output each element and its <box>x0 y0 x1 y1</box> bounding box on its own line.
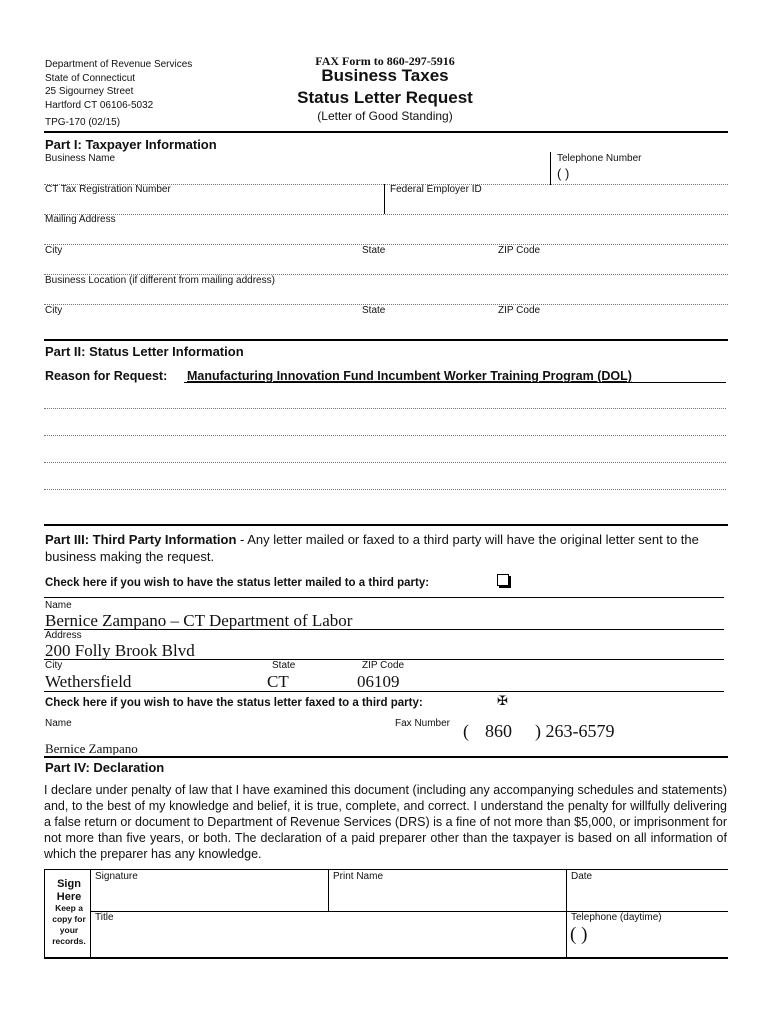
part3-heading-text: - Any letter mailed or faxed to a third party will have the original letter sent to the business making the request. <box>45 532 699 564</box>
zip-label: ZIP Code <box>362 660 405 671</box>
part2-heading: Part II: Status Letter Information <box>45 344 244 359</box>
ct-tax-reg-field[interactable] <box>44 182 384 214</box>
city-value[interactable]: Wethersfield <box>45 672 132 691</box>
fax-name-label: Name <box>45 718 72 729</box>
business-name-label: Business Name <box>45 153 116 164</box>
header-divider <box>44 131 728 133</box>
mailing-address-label: Mailing Address <box>45 214 116 225</box>
declaration-text: I declare under penalty of law that I have examined this document (including any accompanying schedules and statements) and, to the best of my knowledge and belief, it is true, complete, and correct. I understand the penalty for willfully delivering a false return or document to Department of Revenue Services (DRS) is a fine of not more than $5,000, or imprisonment for not more than five years, or both. The declaration of a paid preparer other than the taxpayer is based on all information of which the preparer has any knowledge. <box>44 783 727 861</box>
fax-number-label: Fax Number <box>395 718 451 729</box>
fax-check-label: Check here if you wish to have the status letter faxed to a third party: <box>45 697 423 709</box>
agency-line: 25 Sigourney Street <box>45 86 134 97</box>
part3-intro <box>45 531 729 565</box>
telephone-daytime-field[interactable]: ( ) <box>570 924 588 945</box>
reason-line <box>44 462 726 463</box>
fax-number-open[interactable]: ( <box>463 721 469 741</box>
reason-line <box>44 489 726 490</box>
reason-line <box>44 435 726 436</box>
business-name-field[interactable] <box>44 150 544 183</box>
state-label: State <box>362 305 386 316</box>
city-label: City <box>45 660 63 671</box>
telephone-daytime-label: Telephone (daytime) <box>571 912 662 923</box>
zip-label: ZIP Code <box>498 305 541 316</box>
agency-line: Hartford CT 06106-5032 <box>45 99 154 111</box>
form-subtitle: (Letter of Good Standing) <box>317 109 453 123</box>
date-field[interactable] <box>568 870 726 910</box>
form-title-line1: Business Taxes <box>321 66 449 85</box>
mail-checkbox[interactable] <box>497 574 509 586</box>
title-field[interactable] <box>92 912 564 956</box>
city-label: City <box>45 245 63 256</box>
rule <box>44 629 724 630</box>
address-value[interactable]: 200 Folly Brook Blvd <box>45 641 195 660</box>
keep-copy-note: Keep a copy for your records. <box>52 903 86 946</box>
rule <box>184 382 726 383</box>
reason-label: Reason for Request: <box>45 369 168 383</box>
reason-line <box>44 408 726 409</box>
rule <box>44 304 728 305</box>
rule <box>44 244 728 245</box>
form-title-line2: Status Letter Request <box>297 88 473 107</box>
title-label: Title <box>95 912 114 923</box>
reason-value[interactable]: Manufacturing Innovation Fund Incumbent Worker Training Program (DOL) <box>187 369 632 383</box>
zip-label: ZIP Code <box>498 245 541 256</box>
state-value[interactable]: CT <box>267 672 289 691</box>
federal-employer-label: Federal Employer ID <box>390 184 482 195</box>
rule <box>44 756 728 758</box>
sign-here: Sign Here <box>56 878 82 903</box>
mailing-address-field[interactable] <box>44 212 728 243</box>
state-label: State <box>362 245 386 256</box>
signature-label: Signature <box>95 871 138 882</box>
agency-address <box>45 58 192 112</box>
divider <box>90 869 91 958</box>
divider <box>44 869 45 958</box>
print-name-field[interactable] <box>330 870 564 910</box>
date-label: Date <box>571 871 593 882</box>
rule <box>44 597 724 598</box>
address-label: Address <box>45 630 82 641</box>
fax-checkbox[interactable]: ✠ <box>497 693 508 708</box>
name-label: Name <box>45 600 72 611</box>
divider <box>550 152 551 185</box>
telephone-field[interactable]: ( ) <box>557 166 570 181</box>
agency-line: Department of Revenue Services <box>45 59 193 70</box>
form-id: TPG-170 (02/15) <box>45 117 121 128</box>
rule <box>44 957 728 959</box>
divider <box>328 869 329 911</box>
rule <box>44 691 724 692</box>
divider <box>384 184 385 214</box>
state-label: State <box>272 660 296 671</box>
part3-heading: Part III: Third Party Information <box>45 532 237 547</box>
fax-instruction: FAX Form to 860-297-5916 <box>315 54 455 68</box>
business-location-label: Business Location (if different from mailing address) <box>45 275 275 286</box>
signature-field[interactable] <box>92 870 326 910</box>
print-name-label: Print Name <box>333 871 384 882</box>
telephone-label: Telephone Number <box>557 153 642 164</box>
mail-check-label: Check here if you wish to have the status letter mailed to a third party: <box>45 577 430 589</box>
fax-area-code[interactable]: 860 <box>485 721 512 741</box>
name-value[interactable]: Bernice Zampano – CT Department of Labor <box>45 611 353 630</box>
section-divider <box>44 339 728 341</box>
federal-employer-field[interactable] <box>386 182 726 214</box>
ct-tax-reg-label: CT Tax Registration Number <box>45 184 171 195</box>
zip-value[interactable]: 06109 <box>357 672 400 691</box>
part4-heading: Part IV: Declaration <box>45 760 165 775</box>
city-label: City <box>45 305 63 316</box>
divider <box>566 869 567 958</box>
part1-heading: Part I: Taxpayer Information <box>45 137 217 152</box>
fax-number-rest[interactable]: ) 263-6579 <box>535 721 615 741</box>
agency-line: State of Connecticut <box>45 72 136 84</box>
fax-name-value[interactable]: Bernice Zampano <box>45 741 138 755</box>
section-divider <box>44 524 728 526</box>
